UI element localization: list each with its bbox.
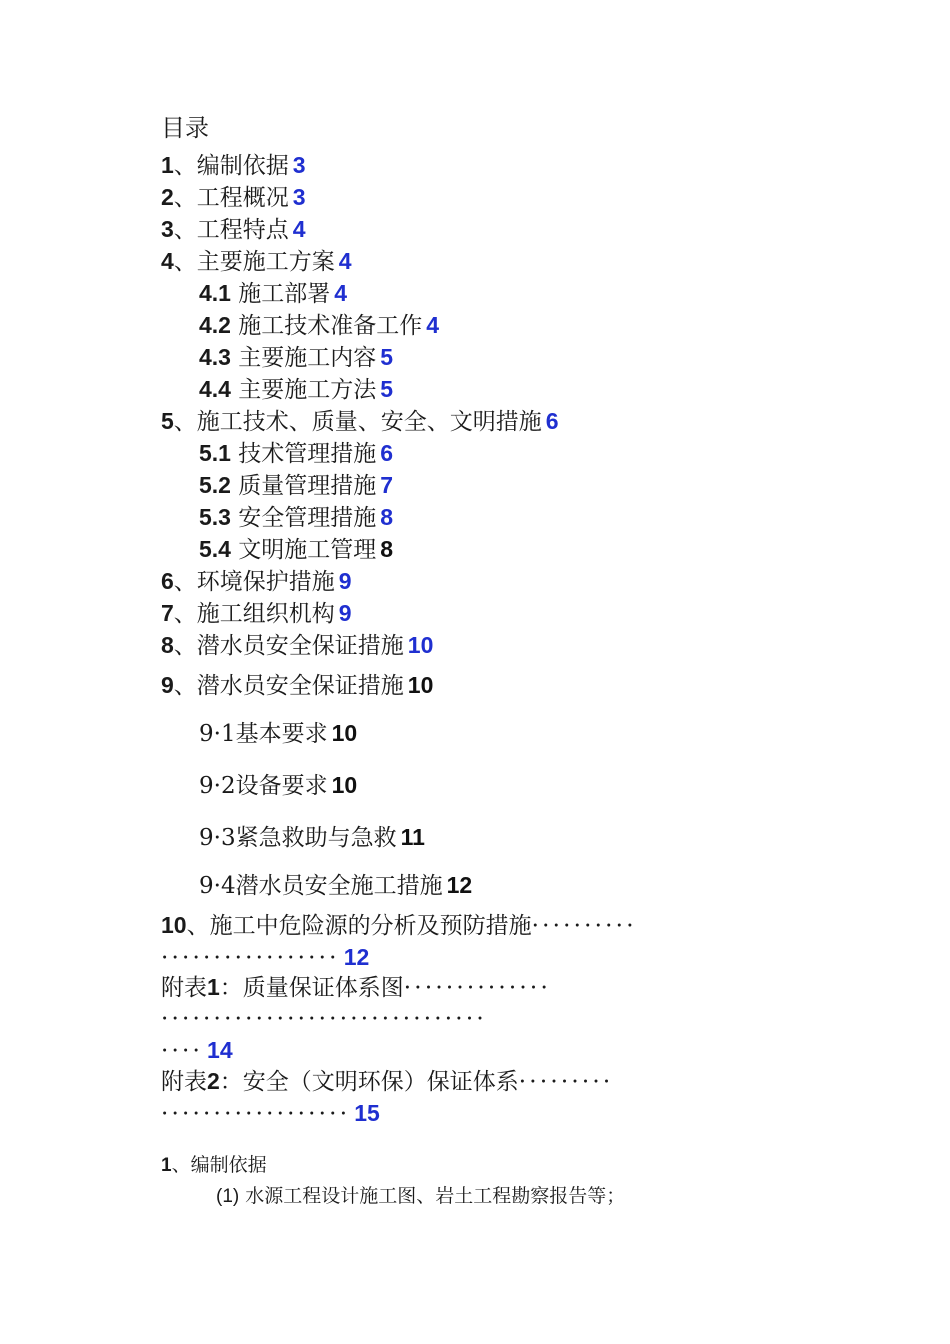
entry-page: 6 bbox=[380, 440, 394, 466]
entry-sep: 、 bbox=[173, 249, 197, 275]
entry-number: 4.3 bbox=[199, 344, 231, 370]
entry-text: 9·2设备要求 bbox=[199, 773, 328, 799]
entry-text: 施工技术准备工作 bbox=[238, 313, 423, 339]
entry-line bbox=[161, 972, 791, 1004]
entry-number: 5.1 bbox=[199, 440, 231, 466]
entry-page: 11 bbox=[400, 824, 425, 850]
entry-text: 工程概况 bbox=[196, 185, 289, 211]
item-text: 水源工程设计施工图、岩土工程勘察报告等； bbox=[245, 1185, 626, 1207]
toc-entry[interactable] bbox=[161, 405, 559, 438]
dot-leader: ·············· bbox=[403, 975, 551, 1001]
entry-line bbox=[161, 942, 791, 974]
toc-entry[interactable] bbox=[161, 629, 433, 662]
entry-page: 3 bbox=[292, 184, 306, 210]
toc-title: 目录 bbox=[161, 114, 209, 142]
entry-number: 7 bbox=[161, 600, 174, 626]
entry-page: 7 bbox=[380, 472, 394, 498]
entry-text: 施工部署 bbox=[238, 281, 331, 307]
toc-entry[interactable] bbox=[161, 669, 433, 702]
entry-line bbox=[161, 1066, 791, 1098]
entry-text: 主要施工方案 bbox=[196, 249, 335, 275]
entry-number: 5.3 bbox=[199, 504, 231, 530]
toc-subentry[interactable] bbox=[199, 821, 425, 854]
entry-page: 5 bbox=[380, 344, 394, 370]
dot-leader: ·········· bbox=[531, 913, 637, 939]
entry-sep: 、 bbox=[173, 217, 197, 243]
entry-number: 4.1 bbox=[199, 280, 231, 306]
toc-subentry[interactable] bbox=[199, 469, 393, 502]
toc-entry[interactable] bbox=[161, 213, 306, 246]
entry-page: 10 bbox=[331, 772, 358, 798]
entry-page: 3 bbox=[292, 152, 306, 178]
entry-page: 14 bbox=[207, 1037, 233, 1063]
entry-page: 5 bbox=[380, 376, 394, 402]
entry-page: 9 bbox=[338, 600, 352, 626]
entry-text: ：质量保证体系图 bbox=[219, 975, 404, 1001]
entry-page: 10 bbox=[407, 632, 434, 658]
dot-leader: ···· bbox=[161, 1038, 204, 1064]
entry-number: 5.2 bbox=[199, 472, 231, 498]
entry-number: 5 bbox=[161, 408, 174, 434]
entry-number: 1 bbox=[207, 974, 220, 1000]
dot-leader: ················· bbox=[161, 945, 340, 971]
entry-sep: 、 bbox=[173, 601, 197, 627]
entry-text: 、施工中危险源的分析及预防措施 bbox=[186, 913, 532, 939]
entry-page: 4 bbox=[292, 216, 306, 242]
entry-number: 4.4 bbox=[199, 376, 231, 402]
entry-sep: 、 bbox=[173, 633, 197, 659]
entry-text: 附表 bbox=[161, 975, 207, 1001]
entry-text: 主要施工方法 bbox=[238, 377, 377, 403]
entry-sep: 、 bbox=[173, 569, 197, 595]
toc-entry[interactable] bbox=[161, 245, 352, 278]
entry-line bbox=[161, 1004, 791, 1035]
toc-subentry[interactable] bbox=[199, 437, 393, 470]
entry-page: 15 bbox=[354, 1100, 380, 1126]
entry-text: 工程特点 bbox=[196, 217, 289, 243]
entry-text: 环境保护措施 bbox=[196, 569, 335, 595]
entry-page: 8 bbox=[380, 504, 394, 530]
entry-text: ：安全（文明环保）保证体系 bbox=[219, 1069, 519, 1095]
entry-page: 4 bbox=[338, 248, 352, 274]
item-number: (1) bbox=[216, 1186, 240, 1207]
dot-leader: ········· bbox=[518, 1069, 614, 1095]
toc-entry-long[interactable] bbox=[161, 1066, 791, 1130]
entry-page: 8 bbox=[380, 536, 394, 562]
toc-entry-long[interactable] bbox=[161, 910, 791, 974]
entry-sep: 、 bbox=[173, 673, 197, 699]
toc-subentry[interactable] bbox=[199, 501, 393, 534]
entry-sep: 、 bbox=[173, 409, 197, 435]
entry-page: 6 bbox=[545, 408, 559, 434]
toc-subentry[interactable] bbox=[199, 533, 393, 566]
section-number: 1 bbox=[161, 1155, 172, 1176]
toc-subentry[interactable] bbox=[199, 769, 357, 802]
toc-entry[interactable] bbox=[161, 181, 306, 214]
section-title: 、编制依据 bbox=[171, 1154, 267, 1176]
toc-entry[interactable] bbox=[161, 597, 352, 630]
entry-text: 附表 bbox=[161, 1069, 207, 1095]
entry-text: 潜水员安全保证措施 bbox=[196, 633, 404, 659]
entry-text: 潜水员安全保证措施 bbox=[196, 673, 404, 699]
entry-number: 3 bbox=[161, 216, 174, 242]
entry-line bbox=[161, 1035, 791, 1067]
entry-number: 4 bbox=[161, 248, 174, 274]
entry-page: 10 bbox=[407, 672, 434, 698]
entry-line bbox=[161, 910, 791, 942]
dot-leader: ······························· bbox=[161, 1006, 487, 1032]
entry-sep: 、 bbox=[173, 185, 197, 211]
toc-subentry[interactable] bbox=[199, 869, 472, 902]
list-item bbox=[216, 1181, 625, 1208]
toc-subentry[interactable] bbox=[199, 373, 393, 406]
entry-number: 6 bbox=[161, 568, 174, 594]
entry-number: 10 bbox=[161, 912, 187, 938]
entry-number: 8 bbox=[161, 632, 174, 658]
entry-page: 4 bbox=[334, 280, 348, 306]
entry-number: 1 bbox=[161, 152, 174, 178]
toc-subentry[interactable] bbox=[199, 341, 393, 374]
entry-number: 2 bbox=[207, 1068, 220, 1094]
entry-number: 4.2 bbox=[199, 312, 231, 338]
entry-text: 施工组织机构 bbox=[196, 601, 335, 627]
dot-leader: ·················· bbox=[161, 1101, 351, 1127]
entry-sep: 、 bbox=[173, 153, 197, 179]
entry-number: 2 bbox=[161, 184, 174, 210]
toc-subentry[interactable] bbox=[199, 309, 439, 342]
toc-entry-long[interactable] bbox=[161, 972, 791, 1067]
entry-text: 9·1基本要求 bbox=[199, 721, 328, 747]
entry-line bbox=[161, 1098, 791, 1130]
entry-text: 技术管理措施 bbox=[238, 441, 377, 467]
entry-text: 施工技术、质量、安全、文明措施 bbox=[196, 409, 542, 435]
entry-text: 9·3紧急救助与急救 bbox=[199, 825, 397, 851]
entry-text: 9·4潜水员安全施工措施 bbox=[199, 873, 443, 899]
entry-number: 5.4 bbox=[199, 536, 231, 562]
section-heading bbox=[161, 1150, 267, 1177]
toc-subentry[interactable] bbox=[199, 277, 347, 310]
entry-page: 12 bbox=[446, 872, 473, 898]
entry-text: 质量管理措施 bbox=[238, 473, 377, 499]
entry-page: 12 bbox=[343, 944, 370, 970]
entry-page: 4 bbox=[426, 312, 440, 338]
entry-page: 10 bbox=[331, 720, 358, 746]
entry-text: 编制依据 bbox=[196, 153, 289, 179]
toc-entry[interactable] bbox=[161, 149, 306, 182]
entry-text: 安全管理措施 bbox=[238, 505, 377, 531]
entry-text: 文明施工管理 bbox=[238, 537, 377, 563]
entry-number: 9 bbox=[161, 672, 174, 698]
entry-text: 主要施工内容 bbox=[238, 345, 377, 371]
entry-page: 9 bbox=[338, 568, 352, 594]
toc-entry[interactable] bbox=[161, 565, 352, 598]
toc-subentry[interactable] bbox=[199, 717, 357, 750]
